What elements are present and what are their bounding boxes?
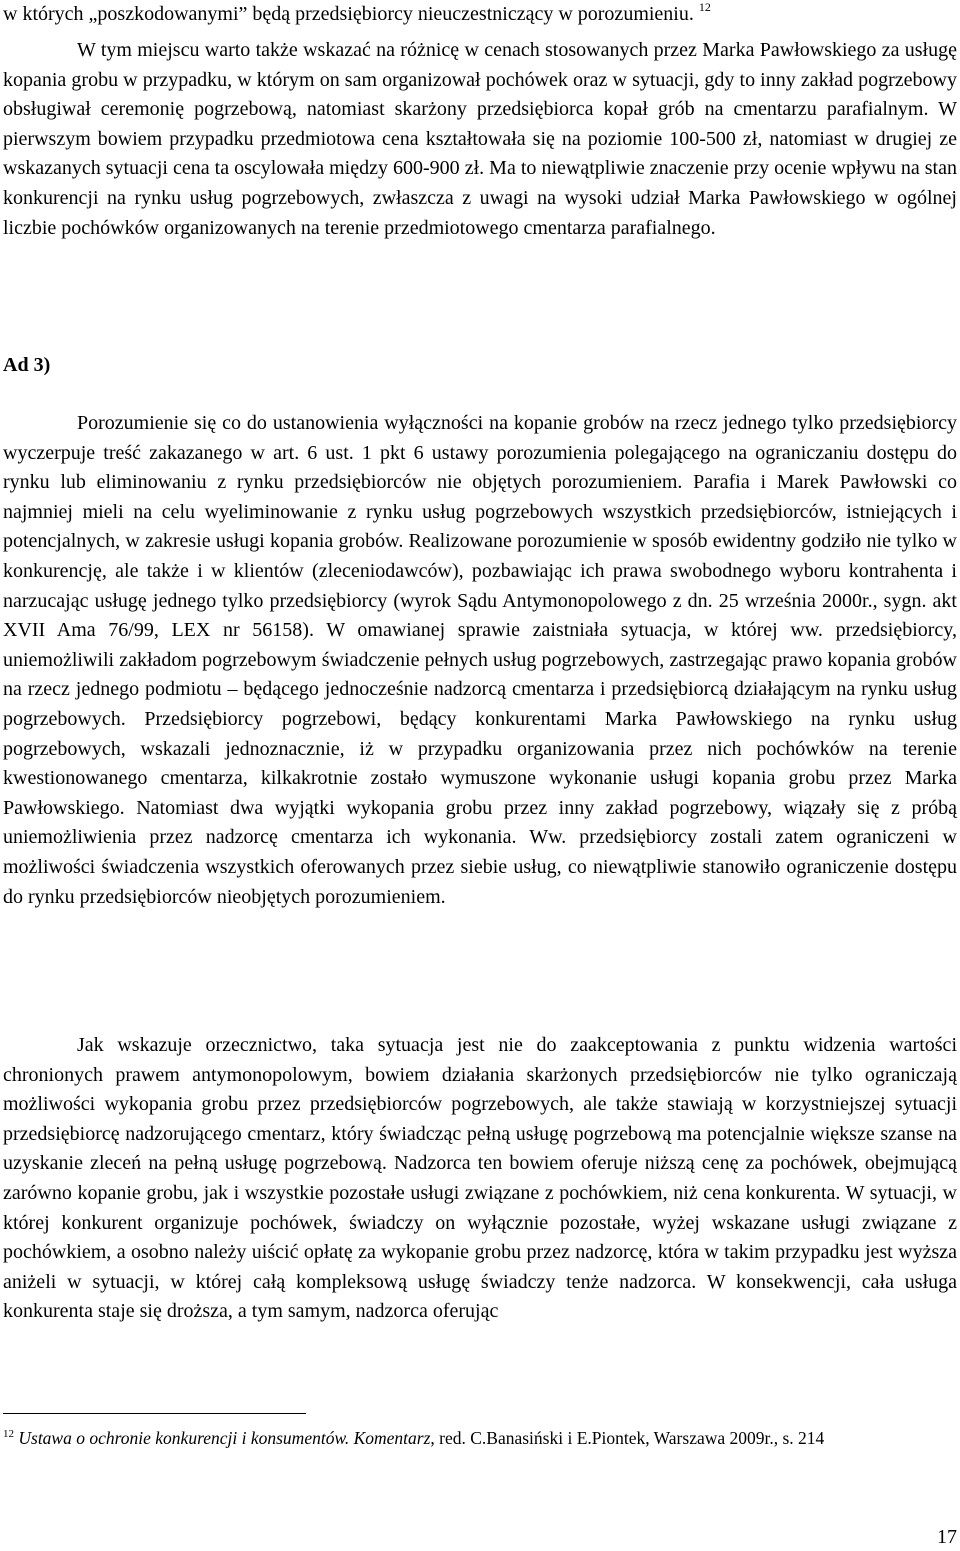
footnote-number: 12 xyxy=(3,1428,14,1440)
paragraph-2-text: Porozumienie się co do ustanowienia wyłączności na kopanie grobów na rzecz jednego tylko przedsiębiorcy wyczerpuje treść zakazanego w art. 6 ust. 1 pkt 6 ustawy porozumienia polegającego na ograniczaniu dostępu do rynku lub eliminowaniu z rynku przedsiębiorców nie objętych porozumieniem. Parafia i Marek Pawłowski co najmniej mieli na celu wyeliminowanie z rynku usług pogrzebowych wszystkich przedsiębiorców, istniejących i potencjalnych, w zakresie usługi kopania grobów. Realizowane porozumienie w sposób ewidentny godziło nie tylko w konkurencję, ale także i w klientów (zleceniodawców), pozbawiając ich prawa swobodnego wyboru kontrahenta i narzucając usługę jednego tylko przedsiębiorcy (wyrok Sądu Antymonopolowego z dn. 25 września 2000r., sygn. akt XVII Ama 76/99, LEX nr 56158). W omawianej sprawie zaistniała sytuacja, w której ww. przedsiębiorcy, uniemożliwili zakładom pogrzebowym świadczenie pełnych usług pogrzebowych, zastrzegając prawo kopania grobów na rzecz jednego podmiotu – będącego jednocześnie nadzorcą cmentarza i przedsiębiorcą działającym na rynku usług pogrzebowych. Przedsiębiorcy pogrzebowi, będący konkurentami Marka Pawłowskiego na rynku usług pogrzebowych, wskazali jednoznacznie, iż w przypadku organizowania przez nich pochówków na terenie kwestionowanego cmentarza, kilkakrotnie zostało wymuszone wykonanie usługi kopania grobu przez Marka Pawłowskiego. Natomiast dwa wyjątki wykopania grobu przez inny zakład pogrzebowy, wiązały się z próbą uniemożliwienia przez nadzorcę cmentarza ich wykonania. Ww. przedsiębiorcy zostali zatem ograniczeni w możliwości świadczenia wszystkich oferowanych przez siebie usług, co niewątpliwie stanowiło ograniczenie dostępu do rynku przedsiębiorców nieobjętych porozumieniem. xyxy=(3,412,957,908)
footnote-title: Ustawa o ochronie konkurencji i konsumentów. Komentarz xyxy=(18,1428,431,1448)
paragraph-case-law xyxy=(3,1031,957,1327)
continuation-text: w których „poszkodowanymi” będą przedsiębiorcy nieuczestniczący w porozumieniu. xyxy=(3,3,694,25)
continuation-line xyxy=(3,0,957,30)
paragraph-price-difference xyxy=(3,36,957,243)
footnote-divider xyxy=(3,1413,306,1414)
paragraph-1-text: W tym miejscu warto także wskazać na różnicę w cenach stosowanych przez Marka Pawłowskiego za usługę kopania grobu w przypadku, w którym on sam organizował pochówek oraz w sytuacji, gdy to inny zakład pogrzebowy obsługiwał ceremonię pogrzebową, natomiast skarżony przedsiębiorca kopał grób na cmentarzu parafialnym. W pierwszym bowiem przypadku przedmiotowa cena kształtowała się na poziomie 100-500 zł, natomiast w drugiej ze wskazanych sytuacji cena ta oscylowała między 600-900 zł. Ma to niewątpliwie znaczenie przy ocenie wpływu na stan konkurencji na rynku usług pogrzebowych, zwłaszcza z uwagi na wysoki udział Marka Pawłowskiego w ogólnej liczbie pochówków organizowanych na terenie przedmiotowego cmentarza parafialnego. xyxy=(3,39,957,239)
footnote-rest: , red. C.Banasiński i E.Piontek, Warszawa 2009r., s. 214 xyxy=(430,1428,825,1448)
paragraph-3-text: Jak wskazuje orzecznictwo, taka sytuacja jest nie do zaakceptowania z punktu widzenia wartości chronionych prawem antymonopolowym, bowiem działania skarżonych przedsiębiorców nie tylko ograniczają możliwości wykopania grobu przez przedsiębiorców pogrzebowych, ale także stawiają w korzystniejszej sytuacji przedsiębiorcę nadzorującego cmentarz, który świadcząc pełną usługę pogrzebową ma potencjalnie większe szanse na uzyskanie zleceń na pełną usługę pogrzebową. Nadzorca ten bowiem oferuje niższą cenę za pochówek, obejmującą zarówno kopanie grobu, jak i wszystkie pozostałe usługi związane z pochówkiem, niż cena konkurenta. W sytuacji, w której konkurent organizuje pochówek, świadczy on wyłącznie pozostałe, wyżej wskazane usługi związane z pochówkiem, a osobno należy uiścić opłatę za wykopanie grobu przez nadzorcę, która w takim przypadku jest wyższa aniżeli w sytuacji, w której całą kompleksową usługę świadczy tenże nadzorca. W konsekwencji, cała usługa konkurenta staje się droższa, a tym samym, nadzorca oferując xyxy=(3,1034,957,1323)
section-heading: Ad 3) xyxy=(3,354,51,376)
paragraph-exclusivity xyxy=(3,409,957,912)
footnote-reference[interactable]: 12 xyxy=(698,0,711,14)
page-number: 17 xyxy=(937,1526,957,1548)
footnote xyxy=(3,1426,957,1451)
